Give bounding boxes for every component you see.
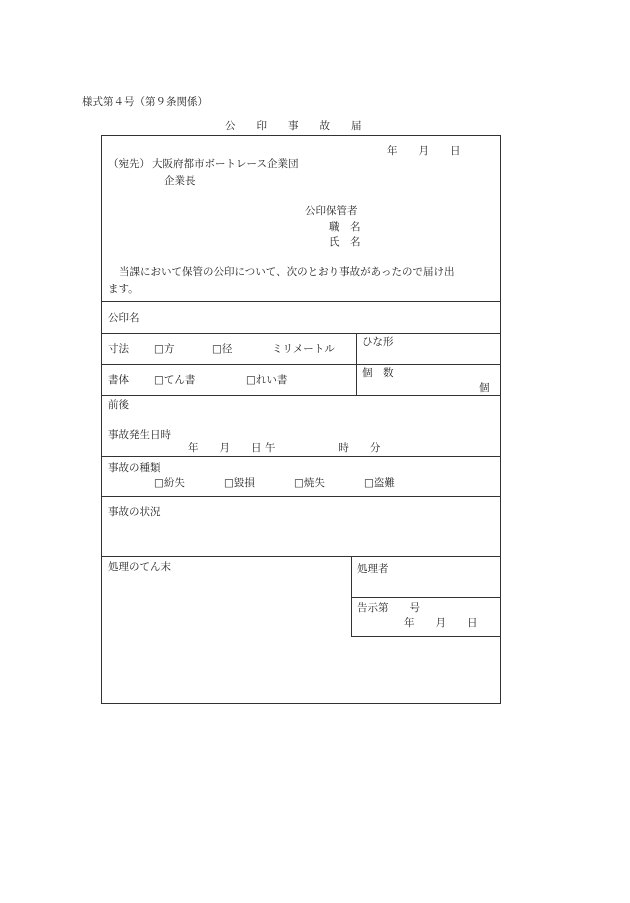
size-square-checkbox[interactable]: □方: [154, 343, 175, 355]
occurred-datetime: 年 月 日 午 時 分: [188, 442, 381, 454]
date-line: 年 月 日: [387, 145, 461, 157]
size-unit: ミリメートル: [272, 343, 335, 355]
addressee-prefix: （宛先）: [108, 158, 150, 170]
notice-date: 年 月 日: [404, 617, 478, 629]
type-lost-checkbox[interactable]: □紛失: [154, 477, 185, 489]
handler-label: 処理者: [357, 563, 389, 575]
size-diameter-checkbox[interactable]: □径: [212, 343, 233, 355]
count-unit: 個: [479, 382, 490, 394]
document-title: 公 印 事 故 届: [225, 120, 362, 132]
divider-type: [101, 496, 501, 497]
addressee-head: 企業長: [164, 175, 196, 187]
divider-font: [101, 395, 501, 396]
type-burned-checkbox[interactable]: □焼失: [294, 477, 325, 489]
divider-notice: [351, 636, 501, 637]
type-label: 事故の種類: [108, 462, 161, 474]
divider-situation: [101, 556, 501, 557]
divider-handler-column: [351, 556, 352, 636]
situation-label: 事故の状況: [108, 506, 161, 518]
addressee-org: 大阪府都市ボートレース企業団: [152, 158, 299, 170]
divider-stamp-column: [356, 333, 357, 395]
font-label: 書体: [108, 374, 129, 386]
statement-line-1: 当課において保管の公印について、次のとおり事故があったので届け出: [119, 266, 455, 278]
divider-occurred: [101, 456, 501, 457]
custodian-post-label: 職 名: [329, 221, 361, 233]
seal-name-label: 公印名: [108, 312, 140, 324]
statement-line-2: ます。: [108, 283, 139, 295]
font-tensho-checkbox[interactable]: □てん書: [154, 374, 196, 386]
type-stolen-checkbox[interactable]: □盗難: [364, 477, 395, 489]
divider-seal-name: [101, 333, 501, 334]
notice-label: 告示第 号: [357, 602, 420, 614]
custodian-name-label: 氏 名: [329, 236, 361, 248]
occurred-label: 事故発生日時: [108, 429, 171, 441]
divider-size: [101, 364, 501, 365]
zengo-label: 前後: [108, 399, 129, 411]
divider-statement: [101, 301, 501, 302]
disposition-label: 処理のてん末: [108, 561, 171, 573]
count-label: 個 数: [362, 367, 394, 379]
type-damaged-checkbox[interactable]: □毀損: [224, 477, 255, 489]
stamp-sample-label: ひな形: [362, 336, 394, 348]
font-reisho-checkbox[interactable]: □れい書: [246, 374, 288, 386]
custodian-label: 公印保管者: [305, 205, 358, 217]
divider-handler: [351, 597, 501, 598]
form-number: 様式第４号（第９条関係）: [82, 96, 208, 108]
size-label: 寸法: [108, 343, 129, 355]
